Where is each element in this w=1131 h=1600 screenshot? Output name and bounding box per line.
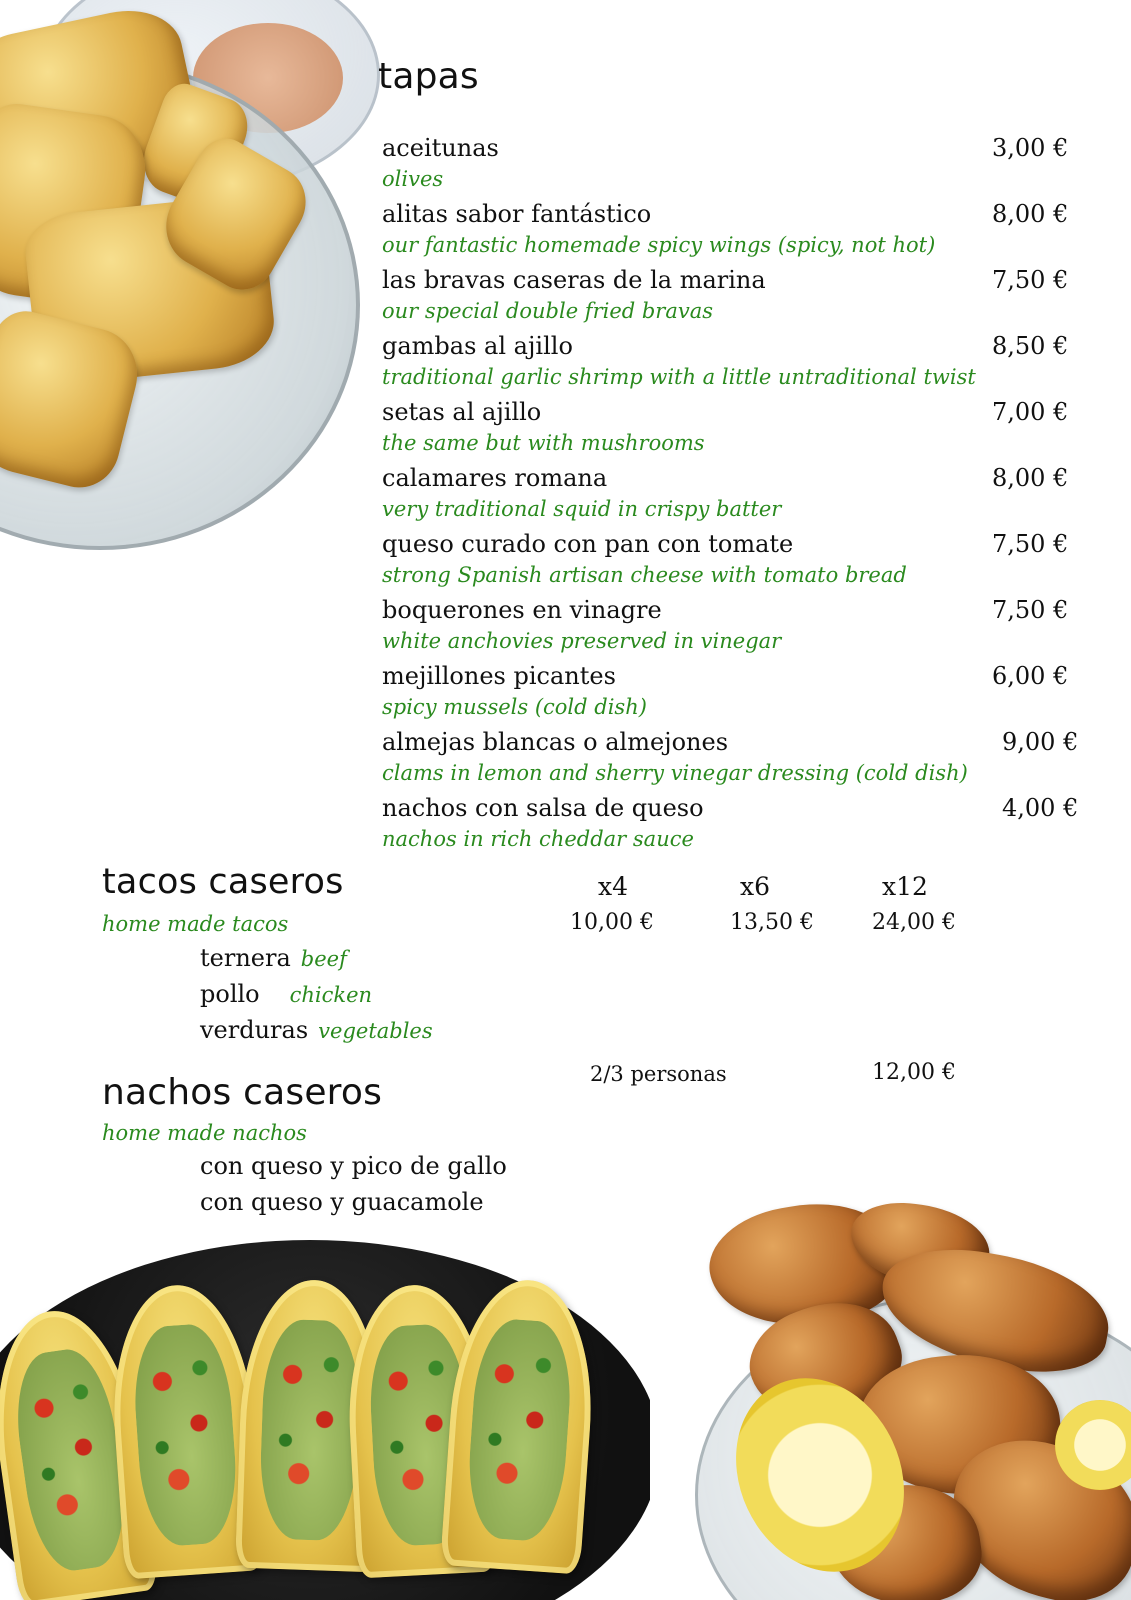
tapas-list — [382, 132, 1082, 858]
item-price: 8,00 € — [992, 200, 1069, 228]
item-name: alitas sabor fantástico — [382, 200, 652, 228]
tacos-title: tacos caseros — [102, 862, 344, 902]
item-description: our special double fried bravas — [382, 299, 714, 323]
menu-item — [382, 198, 1082, 264]
menu-item — [382, 264, 1082, 330]
item-description: olives — [382, 167, 444, 191]
tacos-price-x6: 13,50 € — [730, 910, 814, 935]
tacos-option — [200, 944, 347, 972]
menu-item — [382, 660, 1082, 726]
item-description: very traditional squid in crispy batter — [382, 497, 782, 521]
item-name: aceitunas — [382, 134, 499, 162]
tacos-price-x4: 10,00 € — [570, 910, 654, 935]
item-name: queso curado con pan con tomate — [382, 530, 794, 558]
menu-item — [382, 132, 1082, 198]
nachos-option: con queso y guacamole — [200, 1188, 484, 1216]
item-description: strong Spanish artisan cheese with tomato bread — [382, 563, 907, 587]
nachos-option: con queso y pico de gallo — [200, 1152, 507, 1180]
item-name: nachos con salsa de queso — [382, 794, 704, 822]
menu-item — [382, 462, 1082, 528]
item-name: setas al ajillo — [382, 398, 542, 426]
tacos-size-x4: x4 — [598, 872, 629, 901]
item-price: 4,00 € — [1002, 794, 1079, 822]
menu-item — [382, 396, 1082, 462]
item-description: clams in lemon and sherry vinegar dressing (cold dish) — [382, 761, 968, 785]
tacos-size-x6: x6 — [740, 872, 771, 901]
menu-item — [382, 594, 1082, 660]
item-description: traditional garlic shrimp with a little untraditional twist — [382, 365, 976, 389]
nachos-title: nachos caseros — [102, 1072, 383, 1113]
item-price: 6,00 € — [992, 662, 1069, 690]
menu-item — [382, 330, 1082, 396]
tacos-option — [200, 980, 372, 1008]
item-price: 7,50 € — [992, 266, 1069, 294]
option-spanish: verduras — [200, 1016, 309, 1044]
tacos-subtitle: home made tacos — [102, 912, 289, 936]
item-name: boquerones en vinagre — [382, 596, 662, 624]
item-description: nachos in rich cheddar sauce — [382, 827, 694, 851]
item-price: 8,50 € — [992, 332, 1069, 360]
item-price: 8,00 € — [992, 464, 1069, 492]
option-spanish: ternera — [200, 944, 291, 972]
option-english: beef — [300, 947, 347, 971]
menu-item — [382, 726, 1082, 792]
nachos-price: 12,00 € — [872, 1060, 956, 1085]
option-english: vegetables — [318, 1019, 433, 1043]
item-price: 7,50 € — [992, 530, 1069, 558]
item-name: mejillones picantes — [382, 662, 616, 690]
item-name: almejas blancas o almejones — [382, 728, 729, 756]
item-description: white anchovies preserved in vinegar — [382, 629, 782, 653]
item-description: our fantastic homemade spicy wings (spicy, not hot) — [382, 233, 936, 257]
tacos-option — [200, 1016, 433, 1044]
tacos-price-x12: 24,00 € — [872, 910, 956, 935]
tacos-photo — [0, 1240, 650, 1600]
item-name: calamares romana — [382, 464, 608, 492]
patatas-bravas-photo — [0, 0, 380, 560]
nachos-subtitle: home made nachos — [102, 1121, 307, 1145]
menu-item — [382, 528, 1082, 594]
item-name: gambas al ajillo — [382, 332, 573, 360]
item-price: 9,00 € — [1002, 728, 1079, 756]
item-price: 7,50 € — [992, 596, 1069, 624]
tapas-title: tapas — [378, 56, 479, 97]
item-price: 7,00 € — [992, 398, 1069, 426]
option-english: chicken — [289, 983, 373, 1007]
item-description: spicy mussels (cold dish) — [382, 695, 647, 719]
item-name: las bravas caseras de la marina — [382, 266, 766, 294]
tacos-size-x12: x12 — [882, 872, 928, 901]
chicken-wings-photo — [690, 1185, 1131, 1600]
item-price: 3,00 € — [992, 134, 1069, 162]
option-spanish: pollo — [200, 980, 260, 1008]
nachos-quantity: 2/3 personas — [590, 1062, 727, 1086]
menu-item — [382, 792, 1082, 858]
item-description: the same but with mushrooms — [382, 431, 705, 455]
